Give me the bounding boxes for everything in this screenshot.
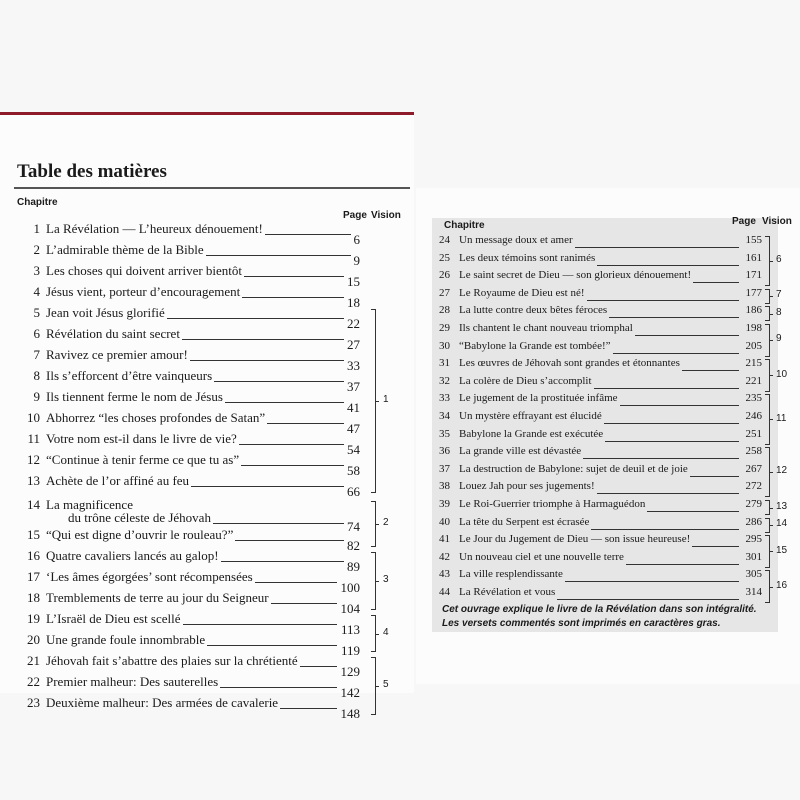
chapter-number: 29 bbox=[439, 322, 450, 334]
page-number: 161 bbox=[745, 251, 762, 264]
chapter-row bbox=[426, 234, 762, 252]
chapter-number: 24 bbox=[439, 234, 450, 246]
leader-line bbox=[239, 444, 344, 445]
left-page bbox=[0, 112, 414, 721]
leader-line bbox=[620, 405, 739, 406]
chapter-title: Le Royaume de Dieu est né! bbox=[459, 286, 585, 299]
chapter-row bbox=[426, 586, 762, 604]
page-number: 186 bbox=[745, 304, 762, 317]
page-number: 246 bbox=[745, 410, 762, 422]
chapter-number: 34 bbox=[439, 410, 450, 422]
page-number: 54 bbox=[347, 442, 360, 457]
leader-line bbox=[271, 603, 337, 604]
chapter-row bbox=[426, 392, 762, 410]
chapter-title: Louez Jah pour ses jugements! bbox=[459, 480, 595, 493]
page-number: 15 bbox=[347, 274, 360, 289]
vision-brace bbox=[765, 535, 770, 568]
chapter-title: L’Israël de Dieu est scellé bbox=[46, 611, 181, 626]
chapter-row bbox=[426, 445, 762, 463]
chapter-number: 5 bbox=[33, 305, 40, 320]
chapter-title: Ils chantent le chant nouveau triomphal bbox=[459, 322, 633, 334]
vision-number: 1 bbox=[383, 394, 389, 405]
chapter-row bbox=[8, 674, 368, 700]
chapter-title: Révélation du saint secret bbox=[46, 326, 180, 341]
chapter-title: “Babylone la Grande est tombée!” bbox=[459, 339, 611, 352]
chapter-row bbox=[8, 653, 368, 679]
chapter-title: Votre nom est-il dans le livre de vie? bbox=[46, 431, 237, 446]
chapter-row bbox=[8, 590, 368, 616]
chapter-number: 44 bbox=[439, 586, 450, 598]
chapter-title: Un nouveau ciel et une nouvelle terre bbox=[459, 550, 624, 563]
chapter-number: 19 bbox=[27, 611, 40, 626]
chapter-row bbox=[426, 428, 762, 446]
chapter-row bbox=[426, 375, 762, 393]
leader-line bbox=[242, 297, 344, 298]
page-number: 100 bbox=[340, 580, 360, 595]
page-number: 9 bbox=[353, 253, 360, 268]
chapter-title: “Qui est digne d’ouvrir le rouleau?” bbox=[46, 527, 234, 542]
chapter-number: 7 bbox=[33, 347, 40, 362]
page-number: 74 bbox=[347, 519, 360, 534]
chapter-title: Deuxième malheur: Des armées de cavalerie bbox=[46, 695, 279, 710]
chapter-number: 12 bbox=[27, 452, 40, 467]
chapter-number: 11 bbox=[27, 431, 40, 446]
chapter-row bbox=[8, 410, 368, 436]
chapter-row bbox=[8, 548, 368, 574]
page-number: 155 bbox=[745, 234, 762, 246]
leader-line bbox=[213, 523, 344, 524]
chapter-number: 30 bbox=[439, 339, 450, 352]
vision-brace bbox=[765, 289, 770, 304]
chapter-row bbox=[8, 305, 368, 331]
leader-line bbox=[690, 476, 739, 477]
leader-line bbox=[255, 582, 337, 583]
vision-number: 10 bbox=[776, 368, 788, 380]
leader-line bbox=[183, 624, 337, 625]
chapter-number: 35 bbox=[439, 427, 450, 440]
chapter-title: La magnificence bbox=[46, 497, 133, 512]
page-number: 66 bbox=[347, 484, 360, 499]
leader-line bbox=[267, 423, 344, 424]
chapter-title: Premier malheur: Des sauterelles bbox=[46, 674, 219, 689]
chapter-row bbox=[8, 263, 368, 289]
chapter-title: ‘Les âmes égorgées’ sont récompensées bbox=[46, 569, 253, 584]
chapter-number: 8 bbox=[33, 368, 40, 383]
vision-number: 4 bbox=[383, 626, 389, 638]
chapter-number: 33 bbox=[439, 392, 450, 405]
page-number: 251 bbox=[745, 427, 762, 440]
leader-line bbox=[605, 441, 739, 442]
chapter-number: 18 bbox=[27, 590, 40, 605]
right-page bbox=[416, 188, 800, 684]
leader-line bbox=[191, 486, 344, 487]
leader-line bbox=[575, 247, 739, 248]
chapter-number: 39 bbox=[439, 498, 450, 510]
leader-line bbox=[565, 581, 739, 582]
leader-line bbox=[244, 276, 344, 277]
leader-line bbox=[693, 282, 739, 283]
chapter-number: 32 bbox=[439, 374, 450, 387]
chapter-number: 10 bbox=[27, 410, 40, 425]
vision-number: 15 bbox=[776, 544, 788, 556]
chapter-title: Jéhovah fait s’abattre des plaies sur la chrétienté bbox=[46, 653, 298, 668]
chapter-number: 36 bbox=[439, 445, 450, 458]
header-vision: Vision bbox=[371, 210, 401, 221]
leader-line bbox=[190, 360, 344, 361]
leader-line bbox=[214, 381, 344, 382]
chapter-title: Ils s’efforcent d’être vainqueurs bbox=[46, 368, 213, 383]
chapter-number: 43 bbox=[439, 568, 450, 581]
chapter-row bbox=[8, 389, 368, 415]
chapter-title: Tremblements de terre au jour du Seigneur bbox=[46, 590, 269, 605]
page-number: 104 bbox=[340, 601, 360, 616]
chapter-row bbox=[426, 357, 762, 375]
chapter-number: 14 bbox=[27, 497, 40, 512]
vision-number: 13 bbox=[776, 500, 788, 512]
leader-line bbox=[613, 353, 739, 354]
leader-line bbox=[587, 300, 739, 301]
chapter-row bbox=[426, 498, 762, 516]
vision-brace bbox=[765, 306, 770, 321]
chapter-title: La ville resplendissante bbox=[459, 568, 563, 581]
chapter-title: La Révélation et vous bbox=[459, 586, 556, 598]
page-number: 177 bbox=[745, 286, 762, 299]
page-number: 142 bbox=[340, 685, 360, 700]
vision-brace bbox=[371, 615, 376, 652]
vision-brace bbox=[371, 309, 376, 493]
chapter-number: 42 bbox=[439, 550, 450, 563]
chapter-row bbox=[8, 347, 368, 373]
chapter-row bbox=[426, 551, 762, 569]
vision-brace bbox=[765, 394, 770, 444]
vision-brace bbox=[765, 500, 770, 515]
leader-line bbox=[626, 564, 739, 565]
vision-number: 12 bbox=[776, 465, 788, 477]
page-number: 279 bbox=[745, 498, 762, 510]
chapter-row bbox=[8, 242, 368, 268]
chapter-title: Le saint secret de Dieu — son glorieux dénouement! bbox=[459, 269, 692, 282]
page-number: 129 bbox=[340, 664, 360, 679]
vision-number: 6 bbox=[776, 254, 782, 266]
chapter-title: Un mystère effrayant est élucidé bbox=[459, 410, 602, 422]
chapter-number: 17 bbox=[27, 569, 40, 584]
page-number: 171 bbox=[745, 269, 762, 282]
chapter-title: Les choses qui doivent arriver bientôt bbox=[46, 263, 243, 278]
chapter-row bbox=[426, 568, 762, 586]
page-number: 37 bbox=[347, 379, 360, 394]
chapter-row bbox=[426, 480, 762, 498]
chapter-number: 38 bbox=[439, 480, 450, 493]
vision-number: 16 bbox=[776, 579, 788, 591]
chapter-number: 41 bbox=[439, 533, 450, 546]
chapter-row bbox=[8, 431, 368, 457]
vision-number: 2 bbox=[383, 517, 389, 528]
chapter-row bbox=[8, 695, 368, 721]
chapter-row bbox=[426, 463, 762, 481]
page-number: 33 bbox=[347, 358, 360, 373]
chapter-number: 25 bbox=[439, 251, 450, 264]
chapter-number: 20 bbox=[27, 632, 40, 647]
chapter-number: 28 bbox=[439, 304, 450, 317]
chapter-title-cont: du trône céleste de Jéhovah bbox=[68, 510, 211, 525]
leader-line bbox=[583, 458, 739, 459]
chapter-title: Une grande foule innombrable bbox=[46, 632, 206, 647]
vision-brace bbox=[765, 518, 770, 533]
page-number: 267 bbox=[745, 462, 762, 475]
chapter-title: Ravivez ce premier amour! bbox=[46, 347, 188, 362]
vision-number: 11 bbox=[776, 412, 787, 424]
page-number: 198 bbox=[745, 322, 762, 334]
page-number: 113 bbox=[340, 622, 360, 637]
page-number: 258 bbox=[745, 445, 762, 458]
chapter-row bbox=[426, 304, 762, 322]
chapter-row bbox=[8, 632, 368, 658]
chapter-row bbox=[426, 287, 762, 305]
chapter-title: Achète de l’or affiné au feu bbox=[46, 473, 190, 488]
page-number: 305 bbox=[745, 568, 762, 581]
vision-brace bbox=[765, 447, 770, 497]
leader-line bbox=[221, 561, 344, 562]
leader-line bbox=[207, 645, 337, 646]
chapter-row bbox=[8, 569, 368, 595]
page-number: 58 bbox=[347, 463, 360, 478]
vision-number: 5 bbox=[383, 679, 389, 690]
leader-line bbox=[594, 388, 739, 389]
page-number: 82 bbox=[347, 538, 360, 553]
chapter-number: 16 bbox=[27, 548, 40, 563]
page-number: 18 bbox=[347, 295, 360, 310]
page-title: Table des matières bbox=[17, 161, 167, 182]
leader-line bbox=[597, 265, 739, 266]
chapter-number: 6 bbox=[33, 326, 40, 341]
chapter-row bbox=[426, 252, 762, 270]
chapter-title: Les deux témoins sont ranimés bbox=[459, 251, 596, 264]
leader-line bbox=[597, 493, 739, 494]
chapter-row bbox=[426, 322, 762, 340]
chapter-number: 4 bbox=[33, 284, 40, 299]
leader-line bbox=[635, 335, 739, 336]
chapter-row bbox=[426, 410, 762, 428]
leader-line bbox=[692, 546, 739, 547]
title-rule bbox=[14, 187, 410, 189]
leader-line bbox=[182, 339, 344, 340]
note-line-1: Cet ouvrage explique le livre de la Révélation dans son intégralité. bbox=[442, 604, 757, 615]
chapter-number: 22 bbox=[27, 674, 40, 689]
chapter-number: 13 bbox=[27, 473, 40, 488]
chapter-number: 40 bbox=[439, 515, 450, 528]
chapter-number: 26 bbox=[439, 269, 450, 282]
header-vision-right: Vision bbox=[762, 216, 792, 227]
chapter-number: 21 bbox=[27, 653, 40, 668]
vision-brace bbox=[765, 236, 770, 286]
page-number: 119 bbox=[340, 643, 360, 658]
leader-line bbox=[682, 370, 739, 371]
chapter-title: L’admirable thème de la Bible bbox=[46, 242, 204, 257]
vision-brace bbox=[765, 570, 770, 603]
chapter-row bbox=[426, 516, 762, 534]
leader-line bbox=[300, 666, 337, 667]
chapter-row bbox=[426, 340, 762, 358]
leader-line bbox=[557, 599, 739, 600]
leader-line bbox=[647, 511, 739, 512]
vision-number: 9 bbox=[776, 333, 782, 345]
page-number: 47 bbox=[347, 421, 360, 436]
chapter-row bbox=[8, 497, 368, 534]
chapter-title: La Révélation — L’heureux dénouement! bbox=[46, 221, 263, 236]
chapter-number: 2 bbox=[33, 242, 40, 257]
vision-brace bbox=[371, 657, 376, 715]
chapter-row bbox=[426, 269, 762, 287]
chapter-row bbox=[8, 368, 368, 394]
chapter-title: Les œuvres de Jéhovah sont grandes et étonnantes bbox=[459, 357, 680, 370]
chapter-number: 1 bbox=[33, 221, 40, 236]
page-number: 301 bbox=[745, 550, 762, 563]
leader-line bbox=[167, 318, 344, 319]
page-number: 215 bbox=[745, 357, 762, 370]
page-number: 314 bbox=[745, 586, 762, 598]
chapter-row bbox=[8, 221, 368, 247]
page-number: 6 bbox=[353, 232, 360, 247]
chapter-title: La colère de Dieu s’accomplit bbox=[459, 374, 592, 387]
chapter-title: Le Jour du Jugement de Dieu — son issue heureuse! bbox=[459, 533, 691, 546]
leader-line bbox=[280, 708, 337, 709]
leader-line bbox=[604, 423, 739, 424]
page-number: 295 bbox=[745, 533, 762, 546]
chapter-title: Ils tiennent ferme le nom de Jésus bbox=[46, 389, 223, 404]
chapter-title: Babylone la Grande est exécutée bbox=[459, 427, 604, 440]
chapter-title: Le Roi-Guerrier triomphe à Harmaguédon bbox=[459, 498, 646, 510]
page-number: 148 bbox=[340, 706, 360, 721]
page-number: 286 bbox=[745, 515, 762, 528]
page-number: 272 bbox=[745, 480, 762, 493]
chapter-row bbox=[8, 611, 368, 637]
header-chapitre: Chapitre bbox=[17, 197, 58, 208]
chapter-title: Le jugement de la prostituée infâme bbox=[459, 392, 618, 405]
vision-number: 7 bbox=[776, 289, 782, 301]
page-number: 235 bbox=[745, 392, 762, 405]
chapter-row bbox=[8, 527, 368, 553]
vision-brace bbox=[765, 359, 770, 392]
chapter-number: 9 bbox=[33, 389, 40, 404]
vision-number: 3 bbox=[383, 574, 389, 585]
vision-number: 8 bbox=[776, 306, 782, 318]
chapter-number: 27 bbox=[439, 286, 450, 299]
chapter-title: Un message doux et amer bbox=[459, 234, 573, 246]
chapter-number: 15 bbox=[27, 527, 40, 542]
chapter-title: La tête du Serpent est écrasée bbox=[459, 515, 590, 528]
page-number: 41 bbox=[347, 400, 360, 415]
chapter-number: 37 bbox=[439, 462, 450, 475]
chapter-row bbox=[8, 284, 368, 310]
note-line-2: Les versets commentés sont imprimés en caractères gras. bbox=[442, 618, 721, 629]
chapter-row bbox=[8, 326, 368, 352]
header-page-right: Page bbox=[732, 216, 756, 227]
chapter-title: Jean voit Jésus glorifié bbox=[46, 305, 165, 320]
page-number: 22 bbox=[347, 316, 360, 331]
vision-brace bbox=[371, 552, 376, 610]
leader-line bbox=[235, 540, 344, 541]
chapter-title: La destruction de Babylone: sujet de deuil et de joie bbox=[459, 462, 688, 475]
vision-number: 14 bbox=[776, 518, 788, 530]
page-number: 221 bbox=[745, 374, 762, 387]
chapter-title: Jésus vient, porteur d’encouragement bbox=[46, 284, 241, 299]
leader-line bbox=[591, 529, 739, 530]
leader-line bbox=[225, 402, 344, 403]
page-number: 89 bbox=[347, 559, 360, 574]
chapter-number: 31 bbox=[439, 357, 450, 370]
chapter-row bbox=[8, 473, 368, 499]
chapter-title: Abhorrez “les choses profondes de Satan” bbox=[46, 410, 266, 425]
leader-line bbox=[206, 255, 351, 256]
chapter-row bbox=[8, 452, 368, 478]
page-number: 27 bbox=[347, 337, 360, 352]
header-chapitre-right: Chapitre bbox=[444, 220, 485, 231]
leader-line bbox=[241, 465, 344, 466]
chapter-title: La lutte contre deux bêtes féroces bbox=[459, 304, 608, 317]
leader-line bbox=[265, 234, 351, 235]
leader-line bbox=[220, 687, 337, 688]
vision-brace bbox=[765, 324, 770, 357]
header-page: Page bbox=[343, 210, 367, 221]
chapter-title: La grande ville est dévastée bbox=[459, 445, 582, 458]
chapter-title: “Continue à tenir ferme ce que tu as” bbox=[46, 452, 240, 467]
leader-line bbox=[609, 317, 739, 318]
chapter-number: 3 bbox=[33, 263, 40, 278]
chapter-row bbox=[426, 533, 762, 551]
chapter-number: 23 bbox=[27, 695, 40, 710]
page-number: 205 bbox=[745, 339, 762, 352]
vision-brace bbox=[371, 501, 376, 547]
chapter-title: Quatre cavaliers lancés au galop! bbox=[46, 548, 219, 563]
